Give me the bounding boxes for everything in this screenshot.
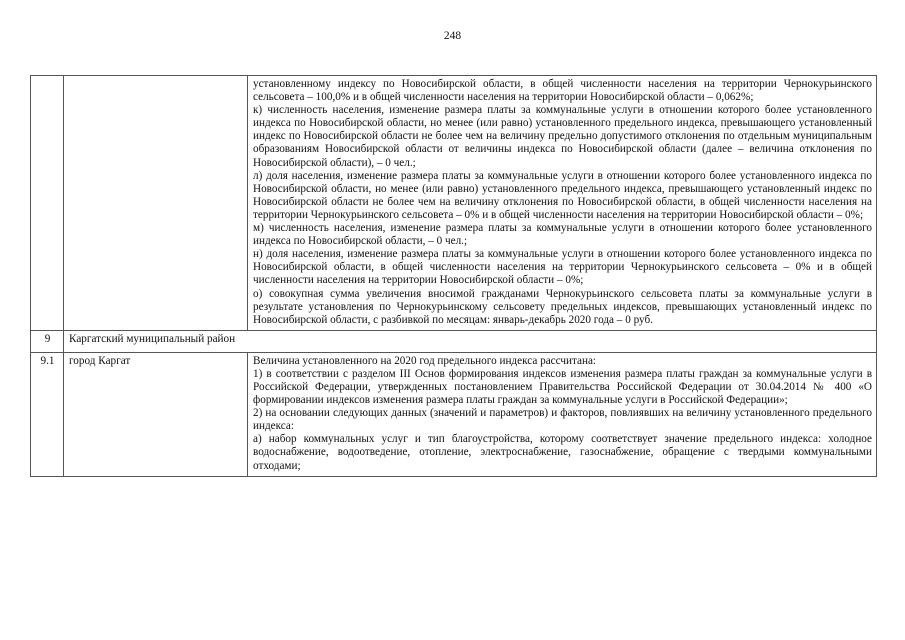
paragraph: л) доля населения, изменение размера платы за коммунальные услуги в отношении которого более установленного индекса по Новосибирской области, но менее (или равно) установленного предельного индекса, превышающего установленный индекс по Новосибирской области не более чем на величину отклонения по Новосибирской области, в общей численности населения на территории Чернокурьинского сельсовета – 0% и в общей численности населения на территории Новосибирской области – 0%;	[253, 169, 872, 221]
municipality-name-cell	[64, 76, 248, 331]
paragraph: Величина установленного на 2020 год предельного индекса рассчитана:	[253, 354, 597, 367]
paragraph: 1) в соответствии с разделом III Основ формирования индексов изменения размера платы граждан за коммунальные услуги в Российской Федерации, утвержденных постановлением Правительства Российской Федерации от 30.04.2014 № 400 «О формировании индексов изменения размера платы граждан за коммунальные услуги в Российской Федерации»;	[253, 367, 872, 407]
paragraph: а) набор коммунальных услуг и тип благоустройства, которому соответствует значение предельного индекса: холодное водоснабжение, водоотведение, отопление, электроснабжение, газоснабжение, обращение с твердыми коммунальными отходами;	[253, 433, 872, 472]
row-number-cell: 9.1	[31, 352, 64, 476]
paragraph: к) численность населения, изменение размера платы за коммунальные услуги в отношении которого более установленного индекса по Новосибирской области, но менее (или равно) установленного предельного индекса, превышающего установленный индекс по Новосибирской области не более чем на величину предельно допустимого отклонения по отдельным муниципальным образованиям Новосибирской области от величины индекса по Новосибирской области (далее – величина отклонения по Новосибирской области), – 0 чел.;	[253, 104, 872, 169]
paragraph: н) доля населения, изменение размера платы за коммунальные услуги в отношении которого более установленного индекса по Новосибирской области, в общей численности населения на территории Чернокурьинского сельсовета – 0% и в общей численности населения на территории Новосибирской области – 0%;	[253, 248, 872, 287]
row-number-cell	[31, 76, 64, 331]
municipality-name-cell: город Каргат	[64, 352, 248, 476]
paragraph: установленному индексу по Новосибирской области, в общей численности населения на территории Чернокурьинского сельсовета – 100,0% и в общей численности населения на территории Новосибирской области – 0,062%;	[253, 78, 872, 104]
description-cell	[248, 352, 877, 476]
description-cell	[248, 76, 877, 331]
paragraph: 2) на основании следующих данных (значений и параметров) и факторов, повлиявших на величину установленного предельного индекса:	[253, 407, 872, 433]
table-row-continuation	[31, 76, 877, 331]
paragraph: о) совокупная сумма увеличения вносимой гражданами Чернокурьинского сельсовета платы за коммунальные услуги в результате установления по Чернокурьинскому сельсовету предельных индексов, превышающих установленный индекс по Новосибирской области, с разбивкой по месяцам: январь-декабрь 2020 года – 0 руб.	[253, 287, 872, 326]
district-name-cell: Каргатский муниципальный район	[64, 330, 877, 352]
row-number-cell: 9	[31, 330, 64, 352]
paragraph: м) численность населения, изменение размера платы за коммунальные услуги в отношении которого более установленного индекса по Новосибирской области, – 0 чел.;	[253, 222, 872, 248]
page-number: 248	[443, 30, 462, 42]
document-table	[30, 75, 877, 477]
table-row-district	[31, 330, 877, 352]
table-row-9-1	[31, 352, 877, 476]
